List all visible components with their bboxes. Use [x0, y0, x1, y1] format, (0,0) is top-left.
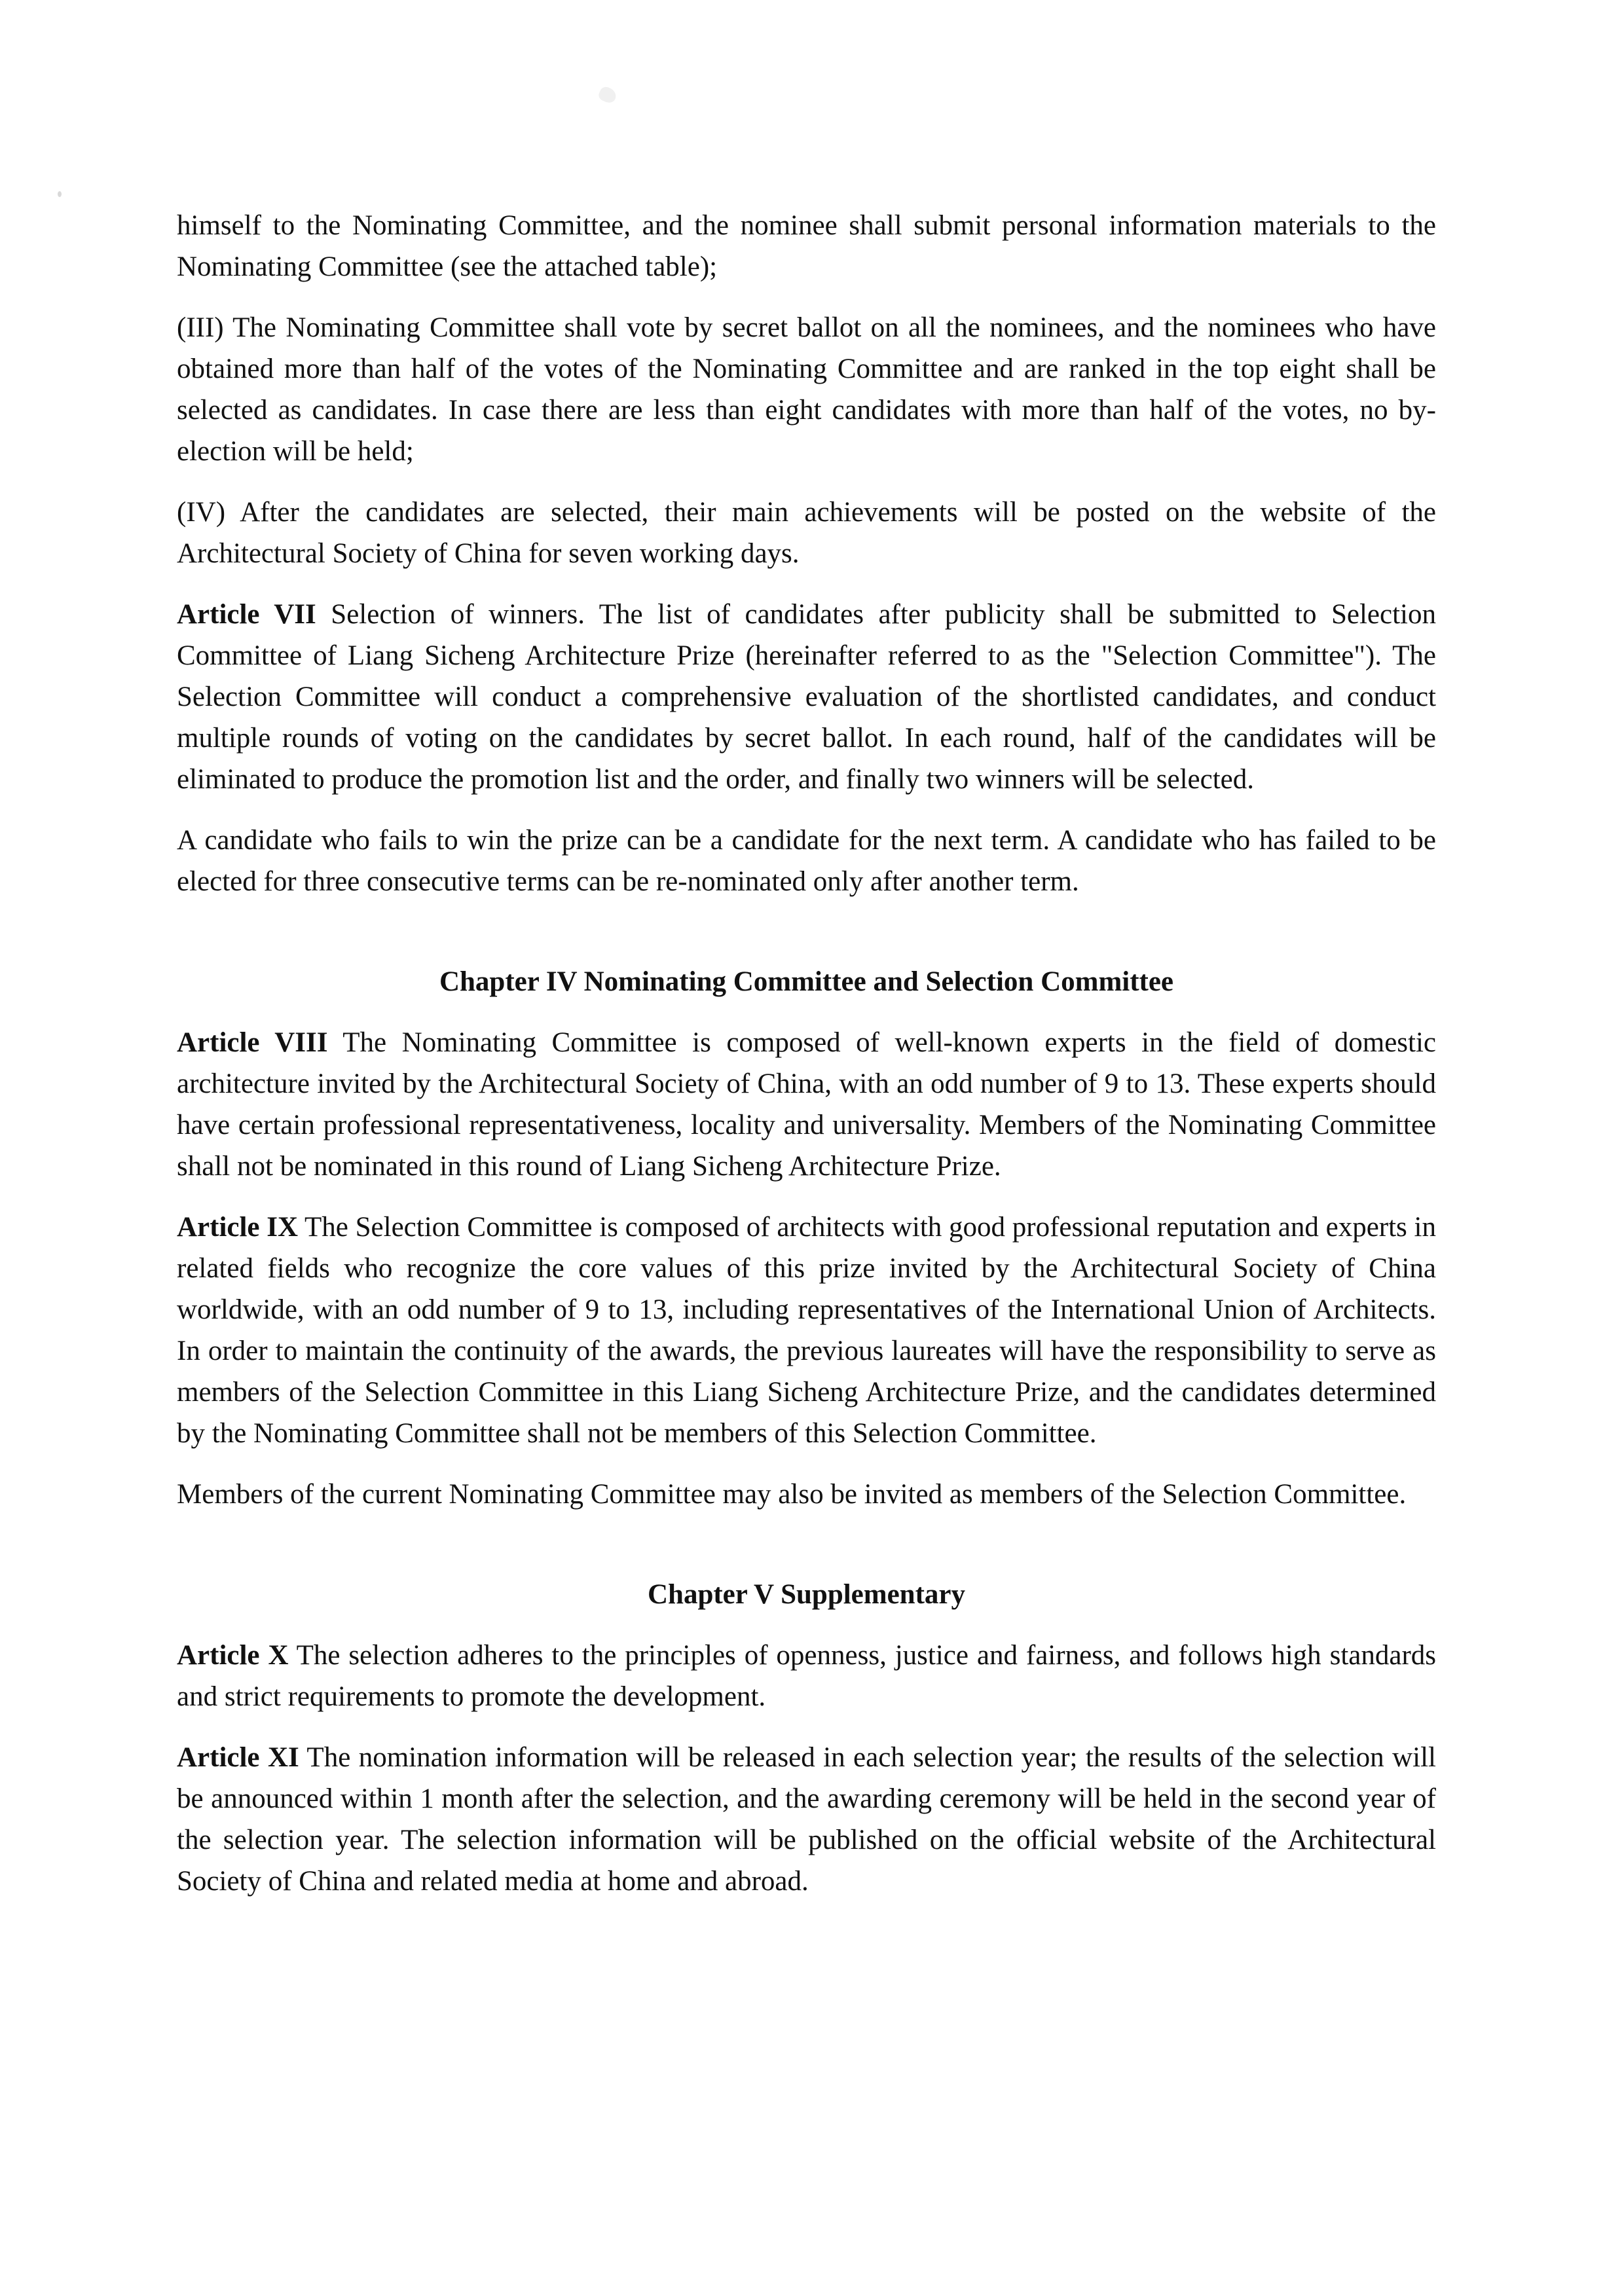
document-text-block: [177, 205, 1436, 1922]
heading-chapter-iv: Chapter IV Nominating Committee and Selection Committee: [439, 966, 1174, 997]
article-ix-text: The Selection Committee is composed of architects with good professional reputation and experts in related fields who recognize the core values of this prize invited by the Architectural Society of China worldwide, with an odd number of 9 to 13, including representatives of the International Union of Architects. In order to maintain the continuity of the awards, the previous laureates will have the responsibility to serve as members of the Selection Committee in this Liang Sicheng Architecture Prize, and the candidates determined by the Nominating Committee shall not be members of this Selection Committee.: [177, 1212, 1436, 1449]
scan-speck-artifact: [58, 191, 62, 197]
paragraph-article-xi: [177, 1737, 1436, 1902]
paragraph-article-x: [177, 1635, 1436, 1717]
article-viii-text: The Nominating Committee is composed of well-known experts in the field of domestic architecture invited by the Architectural Society of China, with an odd number of 9 to 13. These experts should have certain professional representativeness, locality and universality. Members of the Nominating Committee shall not be nominated in this round of Liang Sicheng Architecture Prize.: [177, 1027, 1436, 1182]
scan-smudge-artifact: [597, 85, 619, 105]
article-x-label: Article X: [177, 1640, 289, 1671]
paragraph-candidate-next-term: A candidate who fails to win the prize can be a candidate for the next term. A candidate who has failed to be elected for three consecutive terms can be re-nominated only after another term.: [177, 825, 1436, 897]
paragraph-continuation: himself to the Nominating Committee, and the nominee shall submit personal information materials to the Nominating Committee (see the attached table);: [177, 210, 1436, 282]
paragraph-article-vii: [177, 594, 1436, 800]
paragraph-item-iii: (III) The Nominating Committee shall vote by secret ballot on all the nominees, and the nominees who have obtained more than half of the votes of the Nominating Committee and are ranked in the top eight shall be selected as candidates. In case there are less than eight candidates with more than half of the votes, no by-election will be held;: [177, 312, 1436, 467]
article-vii-text: Selection of winners. The list of candidates after publicity shall be submitted to Selection Committee of Liang Sicheng Architecture Prize (hereinafter referred to as the "Selection Committee"). The Selection Committee will conduct a comprehensive evaluation of the shortlisted candidates, and conduct multiple rounds of voting on the candidates by secret ballot. In each round, half of the candidates will be eliminated to produce the promotion list and the order, and finally two winners will be selected.: [177, 599, 1436, 795]
paragraph-members-current: Members of the current Nominating Committee may also be invited as members of the Selection Committee.: [177, 1479, 1407, 1510]
article-xi-label: Article XI: [177, 1742, 299, 1773]
article-vii-label: Article VII: [177, 599, 316, 630]
paragraph-article-viii: [177, 1022, 1436, 1187]
article-x-text: The selection adheres to the principles of openness, justice and fairness, and follows high standards and strict requirements to promote the development.: [177, 1640, 1436, 1712]
article-viii-label: Article VIII: [177, 1027, 328, 1058]
heading-chapter-v: Chapter V Supplementary: [647, 1579, 965, 1610]
article-xi-text: The nomination information will be released in each selection year; the results of the selection will be announced within 1 month after the selection, and the awarding ceremony will be held in the second year of the selection year. The selection information will be published on the official website of the Architectural Society of China and related media at home and abroad.: [177, 1742, 1437, 1897]
article-ix-label: Article IX: [177, 1212, 299, 1243]
paragraph-item-iv: (IV) After the candidates are selected, their main achievements will be posted on the website of the Architectural Society of China for seven working days.: [177, 497, 1436, 569]
paragraph-article-ix: [177, 1207, 1436, 1454]
